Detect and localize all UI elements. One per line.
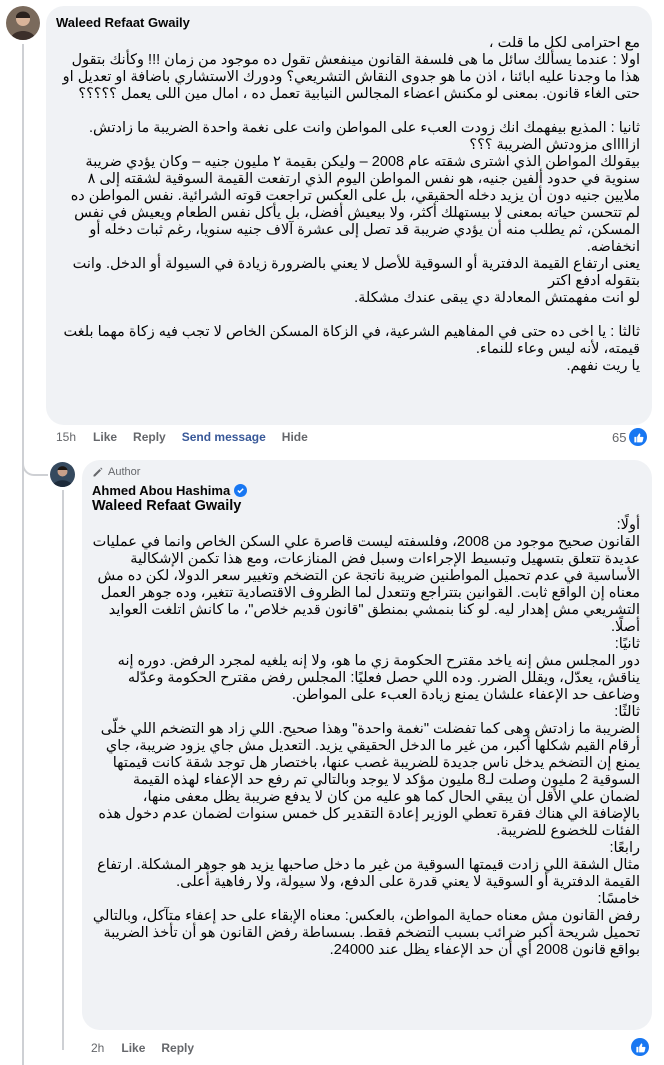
author-tag (92, 466, 140, 478)
comment-author[interactable]: Waleed Refaat Gwaily (56, 15, 190, 30)
like-button[interactable]: Like (93, 430, 118, 444)
reply-author[interactable]: Ahmed Abou Hashima (92, 483, 231, 498)
avatar-ahmed[interactable] (50, 462, 75, 487)
comment-text: مع احترامى لكل ما قلت ، اولا : عندما يسألك سائل ما هى فلسفة القانون مينفعش تقول ده موجود من زمان !!! وكأنك بتقول هذا ما وجدنا عليه ابائنا ، اذن ما هو جدوى النقاش التشريعي؟ ودورك الاستشاري باضافة او تعديل او حتى الغاء قانون. بمعنى لو مكنش اعضاء المجالس النيابية تعمل ده ، امال مين اللى يعمل ؟؟؟؟؟ ثانيا : المذيع بيفهمك انك زودت العبء على المواطن وانت على نغمة واحدة الضريبة ما زادتش. ازااااى مزودتش الضريبة ؟؟؟ بيقولك المواطن الذي اشترى شقته عام 2008 – وليكن بقيمة ٢ مليون جنيه – وكان يؤدي ضريبة سنوية في حدود ألفين جنيه، هو نفس المواطن اليوم الذي ارتفعت القيمة السوقية لشقته إلى ٨ ملايين جنيه دون أن يزيد دخله الحقيقي، بل على العكس تراجعت قوته الشرائية. نفس المواطن ده لم تتحسن حياته بمعنى لا بيستهلك أكثر، ولا بيعيش أفضل، بل يأكل نفس الطعام ويعيش في نفس المسكن، ثم يطلب منه أن يؤدي ضريبة قد تصل إلى عشرة آلاف جنيه سنويا، رغم ثبات دخله أو انخفاضه. يعنى ارتفاع القيمة الدفترية أو السوقية للأصل لا يعني بالضرورة زيادة في السيولة أو الدخل. وانت بتقوله ادفع اكتر لو انت مفهمتش المعادلة دي يبقى عندك مشكلة. ثالثا : يا اخى ده حتى في المفاهيم الشرعية، في الزكاة المسكن الخاص لا تجب فيه زكاة مهما بلغت قيمته، لأنه ليس وعاء للنماء. يا ريت نفهم. (62, 35, 640, 374)
comment-time[interactable]: 15h (56, 430, 77, 444)
reply-button[interactable]: Reply (133, 430, 166, 444)
thumbs-up-icon (631, 1038, 649, 1056)
reply-actions (91, 1041, 210, 1055)
avatar-waleed[interactable] (6, 6, 40, 40)
reply-reaction-summary[interactable] (628, 1038, 649, 1056)
reply-mention[interactable]: Waleed Refaat Gwaily (92, 498, 242, 514)
reply-time[interactable]: 2h (91, 1041, 105, 1055)
reply-thread-line (62, 490, 64, 1050)
thread-line (22, 44, 24, 1065)
send-message-button[interactable]: Send message (181, 430, 266, 444)
hide-button[interactable]: Hide (281, 430, 308, 444)
reply-reply-button[interactable]: Reply (161, 1041, 195, 1055)
thread-connector (22, 448, 48, 476)
author-tag-label: Author (108, 466, 141, 478)
reply-like-button[interactable]: Like (121, 1041, 146, 1055)
pencil-icon (92, 466, 104, 478)
reaction-summary[interactable] (612, 428, 647, 446)
comment-actions (56, 430, 324, 444)
comment-bubble (46, 6, 652, 425)
thumbs-up-icon (629, 428, 647, 446)
verified-badge-icon (234, 484, 247, 497)
reply-text: أولًا: القانون صحيح موجود من 2008، وفلسفته ليست قاصرة علي السكن الخاص وانما في عمليات عديدة تتعلق بتسهيل وتبسيط الإجراءات وسبل فض المنازعات، ومع هذا تكمن الإشكالية الأساسية في عدم تحميل المواطنين ضريبة ناتجة عن التضخم وتغيير سعر الدولا، لكن ده مش معناه إن الواقع ثابت. القوانين بتتراجع وتتعدل لما الظروف الاقتصادية تتغير، وده جوهر العمل التشريعي مش إهدار ليه. لو كنا بنمشي بمنطق "قانون قديم خلاص"، ما كانش اتلغت العوايد أصلًا. ثانيًا: دور المجلس مش إنه ياخد مقترح الحكومة زي ما هو، ولا إنه يلغيه لمجرد الرفض. دوره إنه يناقش، يعدّل، ويقلل الضرر. وده اللي حصل فعليًا: المجلس رفض مقترح الحكومة وعدّله وضاعف حد الإعفاء علشان يمنع زيادة العبء على المواطن. ثالثًا: الضريبة ما زادتش وهى كما تفضلت "نغمة واحدة" وهذا صحيح. اللي زاد هو التضخم اللي خلّى أرقام القيم شكلها أكبر، من غير ما الدخل الحقيقي يزيد. التعديل مش جاي يزود ضريبة، جاي يمنع إن التضخم يدخل ناس جديدة للضريبة غصب عنها، باختصار هل توجد شقة كانت قيمتها السوقية 2 مليون وصلت لـ8 مليون مؤكد لا يوجد وبالتالي تم رفع حد الإعفاء لهذه القيمة لضمان علي الأقل أن يبقي الحال كما هو عليه من كان لا يدفع ضريبة يظل معفى منها، بالإضافة الي هناك فقرة تعطي الوزير إعادة التقدير كل خمس سنوات لضمان عدم دخول هذه الفئات للخضوع للضريبة. رابعًا: مثال الشقة اللي زادت قيمتها السوقية من غير ما دخل صاحبها يزيد هو جوهر المشكلة. ارتفاع القيمة الدفترية أو السوقية لا يعني قدرة على الدفع، ولا سيولة، ولا رفاهية أعلى. خامسًا: رفض القانون مش معناه حماية المواطن، بالعكس: معناه الإبقاء على حد إعفاء متآكل، وبالتالي تحميل شريحة أكبر ضرائب بسبب التضخم فقط. بسساطة رفض القانون هو أن تأخذ الضريبة بواقع قانون 2008 أي أن حد الإعفاء يظل عند 24000. (92, 517, 640, 958)
reaction-count: 65 (612, 429, 627, 445)
reply-bubble (82, 460, 652, 1030)
